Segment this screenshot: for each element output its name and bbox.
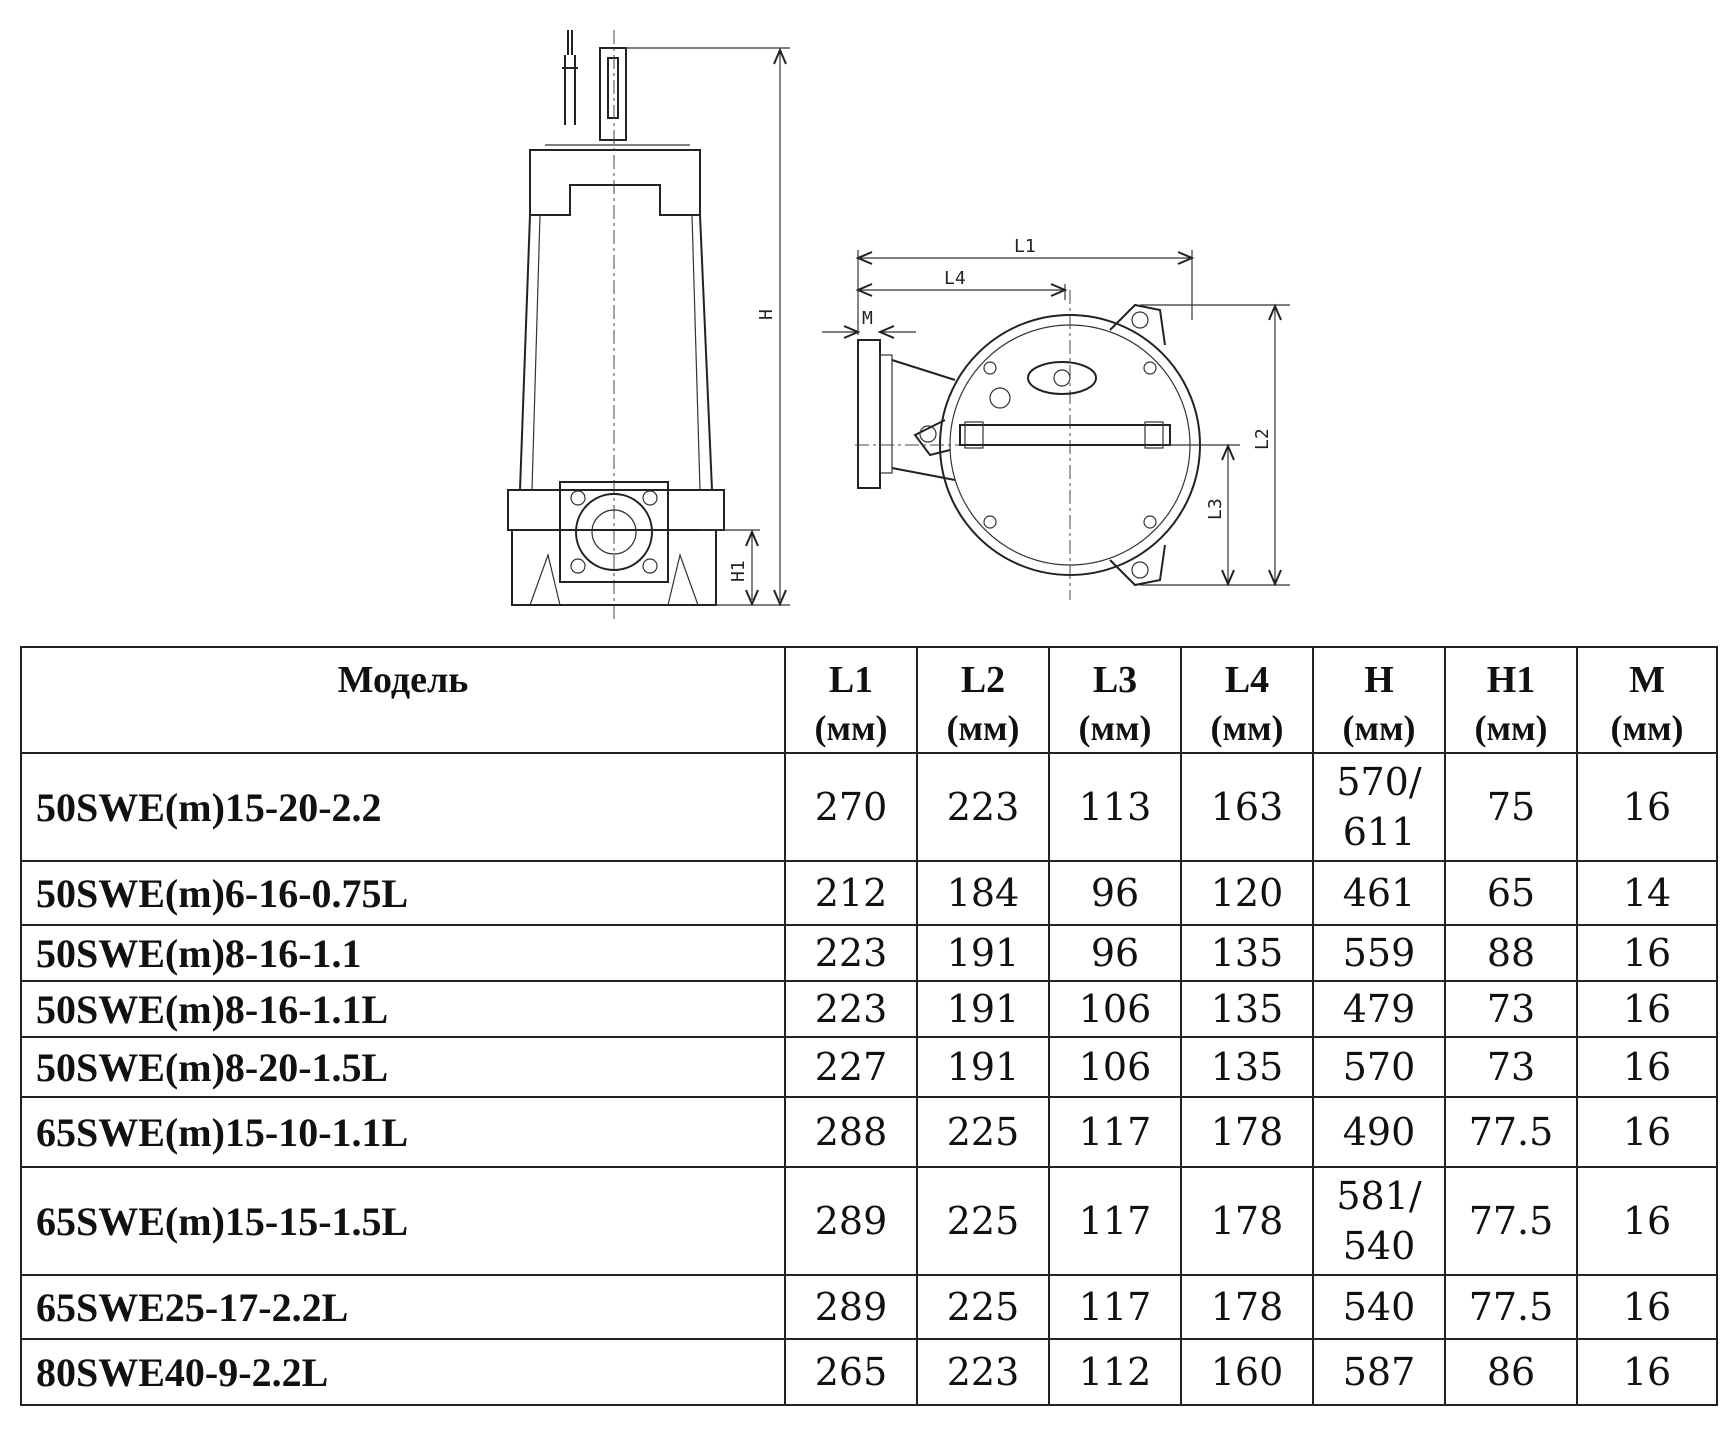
cell-h1: 73 (1445, 981, 1577, 1037)
cell-model: 50SWE(m)15-20-2.2 (21, 753, 785, 861)
cell-model: 65SWE25-17-2.2L (21, 1275, 785, 1339)
cell-l1: 223 (785, 925, 917, 981)
cell-l1: 289 (785, 1275, 917, 1339)
cell-l3: 96 (1049, 925, 1181, 981)
cell-l4: 120 (1181, 861, 1313, 925)
cell-m: 16 (1577, 753, 1717, 861)
dim-label-l2: L2 (1252, 428, 1273, 450)
cell-l2: 184 (917, 861, 1049, 925)
cell-l4: 135 (1181, 981, 1313, 1037)
cell-l3: 113 (1049, 753, 1181, 861)
cell-l4: 178 (1181, 1275, 1313, 1339)
dim-label-l1: L1 (1014, 236, 1036, 257)
cell-m: 14 (1577, 861, 1717, 925)
cell-l3: 112 (1049, 1339, 1181, 1405)
cell-h-top: 570/ (1336, 760, 1422, 804)
cell-m: 16 (1577, 925, 1717, 981)
table-row (21, 1339, 1717, 1405)
table-row (21, 861, 1717, 925)
cell-l1: 212 (785, 861, 917, 925)
dim-label-l3: L3 (1205, 498, 1226, 520)
cell-l4: 178 (1181, 1167, 1313, 1275)
cell-h1: 73 (1445, 1037, 1577, 1097)
spec-table (20, 646, 1718, 1406)
cell-h (1313, 1167, 1445, 1275)
table-row (21, 753, 1717, 861)
cell-h-bottom: 611 (1342, 810, 1416, 854)
cell-l1: 265 (785, 1339, 917, 1405)
cell-l4: 163 (1181, 753, 1313, 861)
cell-h: 570 (1313, 1037, 1445, 1097)
cell-l2: 225 (917, 1097, 1049, 1167)
cell-l2: 223 (917, 753, 1049, 861)
dim-label-h: H (756, 309, 777, 320)
cell-h1: 86 (1445, 1339, 1577, 1405)
table-header-row (21, 647, 1717, 753)
cell-l3: 117 (1049, 1167, 1181, 1275)
header-l3: L3 (мм) (1049, 647, 1181, 753)
cell-l3: 117 (1049, 1275, 1181, 1339)
cell-h1: 77.5 (1445, 1275, 1577, 1339)
table-row (21, 1097, 1717, 1167)
pump-dimension-drawing (0, 0, 1734, 640)
cell-l2: 225 (917, 1167, 1049, 1275)
cell-h: 559 (1313, 925, 1445, 981)
table-row (21, 981, 1717, 1037)
cell-m: 16 (1577, 1339, 1717, 1405)
cell-h1: 75 (1445, 753, 1577, 861)
cell-h-top: 581/ (1336, 1174, 1422, 1218)
cell-l1: 288 (785, 1097, 917, 1167)
header-model: Модель (21, 647, 785, 753)
table-row (21, 1167, 1717, 1275)
cell-model: 50SWE(m)8-20-1.5L (21, 1037, 785, 1097)
dim-label-m: M (862, 308, 873, 329)
cell-h (1313, 753, 1445, 861)
header-h: H (мм) (1313, 647, 1445, 753)
header-l4: L4 (мм) (1181, 647, 1313, 753)
cell-l1: 289 (785, 1167, 917, 1275)
header-l1: L1 (мм) (785, 647, 917, 753)
cell-l2: 223 (917, 1339, 1049, 1405)
pump-side-view (508, 30, 790, 620)
cell-l4: 178 (1181, 1097, 1313, 1167)
cell-l2: 225 (917, 1275, 1049, 1339)
cell-model: 65SWE(m)15-10-1.1L (21, 1097, 785, 1167)
dim-label-l4: L4 (944, 268, 966, 289)
table-row (21, 1037, 1717, 1097)
cell-l1: 227 (785, 1037, 917, 1097)
cell-l2: 191 (917, 925, 1049, 981)
cell-m: 16 (1577, 1097, 1717, 1167)
cell-model: 65SWE(m)15-15-1.5L (21, 1167, 785, 1275)
cell-m: 16 (1577, 1167, 1717, 1275)
cell-h-bottom: 540 (1342, 1224, 1416, 1268)
dim-label-h1: H1 (728, 560, 749, 582)
cell-h: 479 (1313, 981, 1445, 1037)
table-row (21, 925, 1717, 981)
cell-h1: 77.5 (1445, 1097, 1577, 1167)
cell-l4: 160 (1181, 1339, 1313, 1405)
cell-m: 16 (1577, 981, 1717, 1037)
cell-m: 16 (1577, 1275, 1717, 1339)
cell-l3: 96 (1049, 861, 1181, 925)
cell-l4: 135 (1181, 925, 1313, 981)
cell-l4: 135 (1181, 1037, 1313, 1097)
pump-top-view (822, 236, 1290, 600)
cell-h: 490 (1313, 1097, 1445, 1167)
cell-h1: 88 (1445, 925, 1577, 981)
cell-l3: 106 (1049, 981, 1181, 1037)
cell-h: 461 (1313, 861, 1445, 925)
header-h1: H1 (мм) (1445, 647, 1577, 753)
cell-h1: 65 (1445, 861, 1577, 925)
cell-l3: 117 (1049, 1097, 1181, 1167)
cell-l3: 106 (1049, 1037, 1181, 1097)
cell-model: 50SWE(m)8-16-1.1 (21, 925, 785, 981)
cell-model: 50SWE(m)6-16-0.75L (21, 861, 785, 925)
cell-model: 50SWE(m)8-16-1.1L (21, 981, 785, 1037)
cell-l1: 223 (785, 981, 917, 1037)
cell-model: 80SWE40-9-2.2L (21, 1339, 785, 1405)
header-l2: L2 (мм) (917, 647, 1049, 753)
cell-l2: 191 (917, 1037, 1049, 1097)
cell-l1: 270 (785, 753, 917, 861)
table-row (21, 1275, 1717, 1339)
cell-h1: 77.5 (1445, 1167, 1577, 1275)
cell-h: 540 (1313, 1275, 1445, 1339)
cell-h: 587 (1313, 1339, 1445, 1405)
header-m: M (мм) (1577, 647, 1717, 753)
cell-l2: 191 (917, 981, 1049, 1037)
cell-m: 16 (1577, 1037, 1717, 1097)
